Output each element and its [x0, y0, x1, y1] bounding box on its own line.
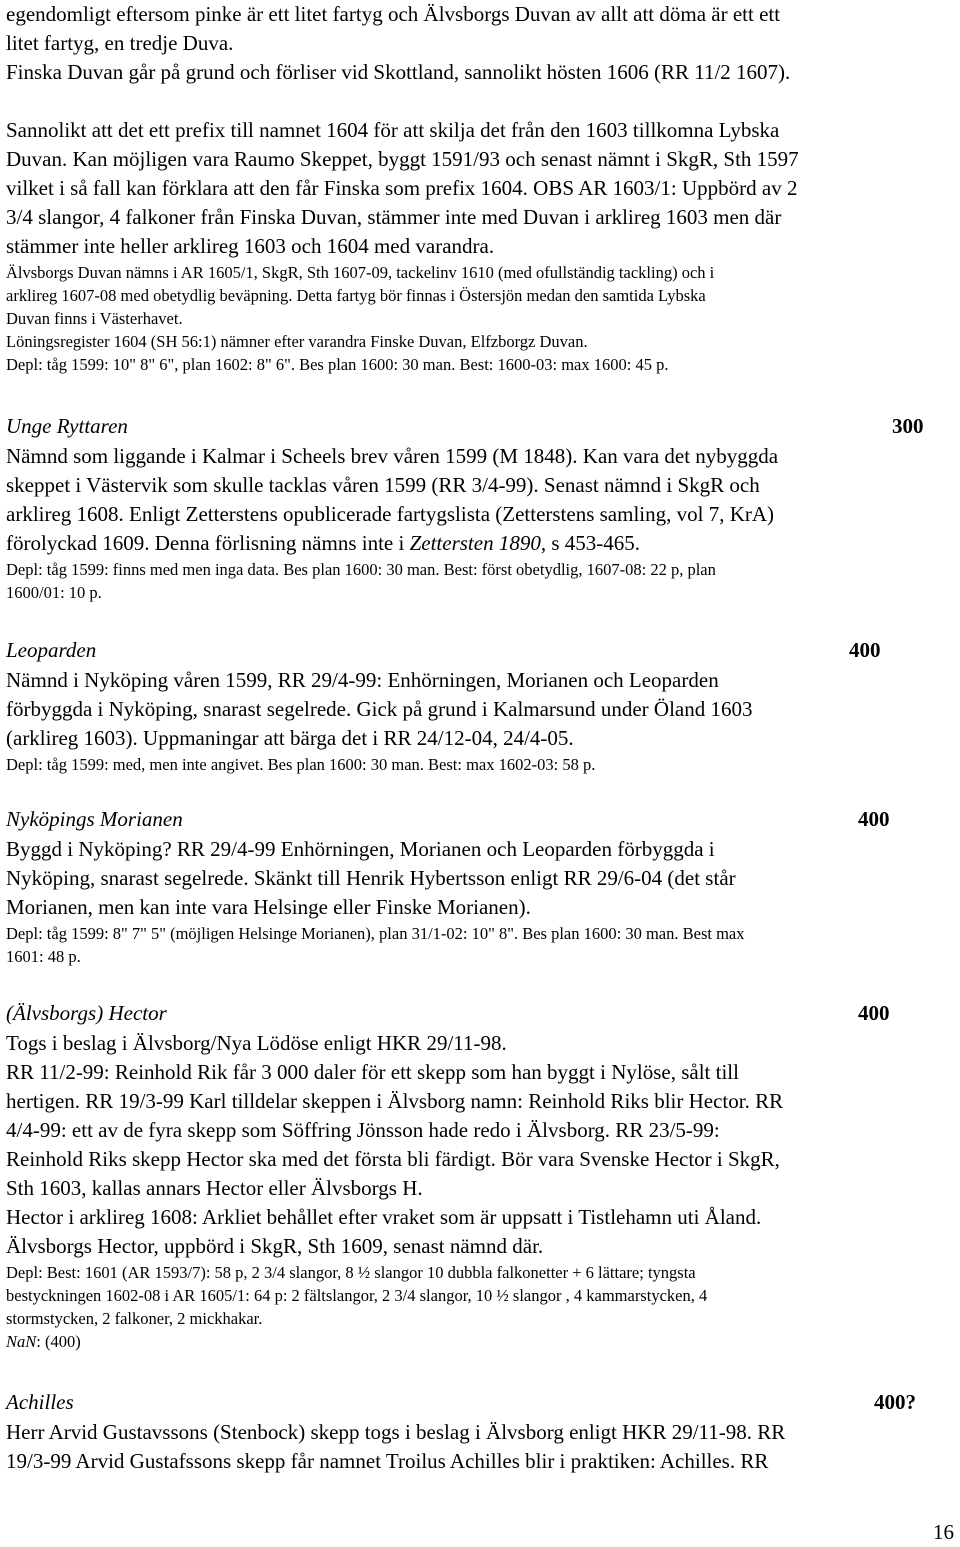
intro-section	[6, 0, 946, 376]
entry-title: Unge Ryttaren	[6, 414, 128, 438]
text-line: Byggd i Nyköping? RR 29/4-99 Enhörningen, Morianen och Leoparden förbyggda i	[6, 837, 715, 861]
text-line: Sth 1603, kallas annars Hector eller Älvsborgs H.	[6, 1176, 423, 1200]
text-line: Depl: Best: 1601 (AR 1593/7): 58 p, 2 3/4 slangor, 8 ½ slangor 10 dubbla falkonetter + 6 lättare; tyngsta	[6, 1263, 696, 1282]
text-line: Morianen, men kan inte vara Helsinge eller Finske Morianen).	[6, 895, 531, 919]
nan-line	[6, 1330, 946, 1353]
text-line: Sannolikt att det ett prefix till namnet 1604 för att skilja det från den 1603 tillkomna Lybska	[6, 118, 780, 142]
reference-italic: Zettersten 1890	[409, 531, 541, 555]
text-line: förbyggda i Nyköping, snarast segelrede. Gick på grund i Kalmarsund under Öland 1603	[6, 697, 753, 721]
text-line: Reinhold Riks skepp Hector ska med det första bli färdigt. Bör vara Svenske Hector i SkgR,	[6, 1147, 780, 1171]
entry-number: 300	[892, 414, 924, 438]
text-line: arklireg 1608. Enligt Zetterstens opublicerade fartygslista (Zetterstens samling, vol 7, KrA)	[6, 502, 775, 526]
text-line: Nämnd som liggande i Kalmar i Scheels brev våren 1599 (M 1848). Kan vara det nybyggda	[6, 444, 779, 468]
text-line: Depl: tåg 1599: finns med men inga data. Bes plan 1600: 30 man. Best: först obetydlig, 1607-08: 22 p, plan	[6, 560, 716, 579]
text-line: Duvan. Kan möjligen vara Raumo Skeppet, byggt 1591/93 och senast nämnt i SkgR, Sth 1597	[6, 147, 799, 171]
text-span: , s 453-465.	[540, 531, 641, 555]
text-span: förolyckad 1609. Denna förlisning nämns inte i	[6, 531, 410, 555]
text-line: RR 11/2-99: Reinhold Rik får 3 000 daler för ett skepp som han byggt i Nylöse, sålt till	[6, 1060, 739, 1084]
text-line: 4/4-99: ett av de fyra skepp som Söffring Jönsson hade redo i Älvsborg. RR 23/5-99:	[6, 1118, 720, 1142]
text-line: Depl: tåg 1599: 10" 8" 6", plan 1602: 8" 6". Bes plan 1600: 30 man. Best: 1600-03: max 1600: 45 p.	[6, 355, 669, 374]
entry-title: Achilles	[6, 1390, 74, 1414]
entry-number: 400	[858, 807, 890, 831]
nan-label: NaN	[6, 1332, 37, 1351]
entry-number: 400	[858, 1001, 890, 1025]
text-line: 19/3-99 Arvid Gustafssons skepp får namnet Troilus Achilles blir i praktiken: Achilles. RR	[6, 1449, 769, 1473]
text-line: Hector i arklireg 1608: Arkliet behållet efter vraket som är uppsatt i Tistlehamn uti Åland.	[6, 1205, 762, 1229]
text-line: Älvsborgs Duvan nämns i AR 1605/1, SkgR, Sth 1607-09, tackelinv 1610 (med ofullständig tackling) och i	[6, 263, 715, 282]
text-line: Herr Arvid Gustavssons (Stenbock) skepp togs i beslag i Älvsborg enligt HKR 29/11-98. RR	[6, 1420, 786, 1444]
text-line: Löningsregister 1604 (SH 56:1) nämner efter varandra Finske Duvan, Elfzborgz Duvan.	[6, 332, 588, 351]
text-line: Nämnd i Nyköping våren 1599, RR 29/4-99: Enhörningen, Morianen och Leoparden	[6, 668, 719, 692]
page-number: 16	[933, 1520, 954, 1544]
entry-title: Leoparden	[6, 638, 97, 662]
text-line: Duvan finns i Västerhavet.	[6, 309, 183, 328]
text-line: hertigen. RR 19/3-99 Karl tilldelar skeppen i Älvsborg namn: Reinhold Riks blir Hector. RR	[6, 1089, 784, 1113]
text-line: litet fartyg, en tredje Duva.	[6, 31, 234, 55]
text-line	[6, 529, 946, 558]
text-line: stormstycken, 2 falkoner, 2 mickhakar.	[6, 1309, 263, 1328]
entry-title: (Älvsborgs) Hector	[6, 1001, 167, 1025]
entry-number: 400?	[874, 1390, 916, 1414]
entry-number: 400	[849, 638, 881, 662]
text-line: Finska Duvan går på grund och förliser vid Skottland, sannolikt hösten 1606 (RR 11/2 1607).	[6, 60, 791, 84]
text-line: stämmer inte heller arklireg 1603 och 1604 med varandra.	[6, 234, 495, 258]
text-line: 3/4 slangor, 4 falkoner från Finska Duvan, stämmer inte med Duvan i arklireg 1603 men där	[6, 205, 782, 229]
text-line: 1600/01: 10 p.	[6, 583, 102, 602]
text-line: Depl: tåg 1599: med, men inte angivet. Bes plan 1600: 30 man. Best: max 1602-03: 58 p.	[6, 755, 596, 774]
text-line: bestyckningen 1602-08 i AR 1605/1: 64 p: 2 fältslangor, 2 3/4 slangor, 10 ½ slangor , 4 kammarstycken, 4	[6, 1286, 708, 1305]
text-line: Depl: tåg 1599: 8" 7" 5" (möjligen Helsinge Morianen), plan 31/1-02: 10" 8". Bes plan 1600: 30 man. Best max	[6, 924, 745, 943]
text-line: 1601: 48 p.	[6, 947, 81, 966]
entry-title: Nyköpings Morianen	[6, 807, 183, 831]
text-line: egendomligt eftersom pinke är ett litet fartyg och Älvsborgs Duvan av allt att döma är ett ett	[6, 2, 781, 26]
text-line: skeppet i Västervik som skulle tacklas våren 1599 (RR 3/4-99). Senast nämnd i SkgR och	[6, 473, 760, 497]
text-line: Togs i beslag i Älvsborg/Nya Lödöse enligt HKR 29/11-98.	[6, 1031, 507, 1055]
text-line: Älvsborgs Hector, uppbörd i SkgR, Sth 1609, senast nämnd där.	[6, 1234, 544, 1258]
text-line: (arklireg 1603). Uppmaningar att bärga det i RR 24/12-04, 24/4-05.	[6, 726, 574, 750]
text-line: arklireg 1607-08 med obetydlig beväpning. Detta fartyg bör finnas i Östersjön medan den samtida Lybska	[6, 286, 706, 305]
text-line: vilket i så fall kan förklara att den får Finska som prefix 1604. OBS AR 1603/1: Uppbörd av 2	[6, 176, 798, 200]
nan-value: : (400)	[36, 1332, 81, 1351]
text-line: Nyköping, snarast segelrede. Skänkt till Henrik Hybertsson enligt RR 29/6-04 (det står	[6, 866, 736, 890]
